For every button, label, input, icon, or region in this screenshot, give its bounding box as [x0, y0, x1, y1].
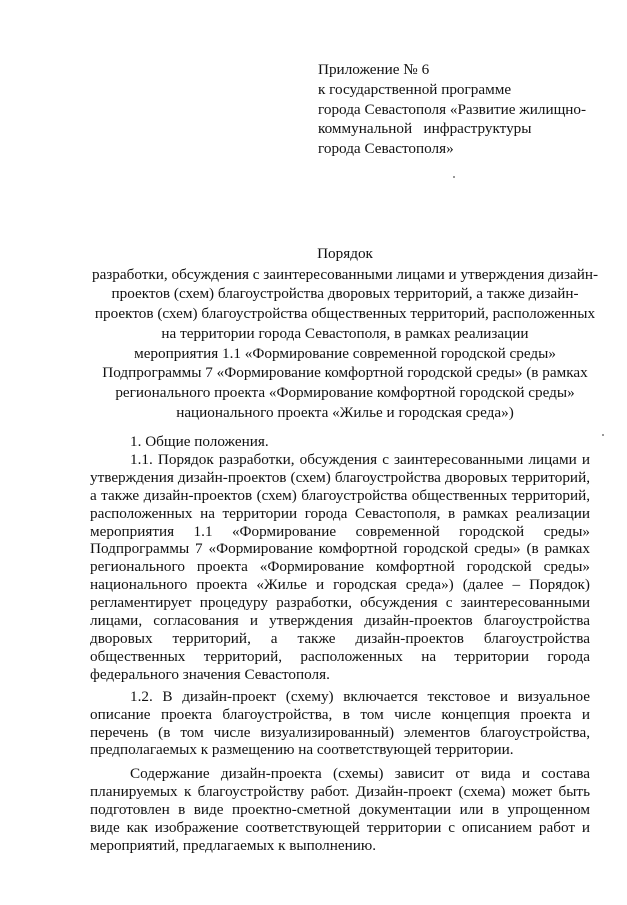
document-title — [80, 244, 610, 422]
paragraph-1-2: 1.2. В дизайн-проект (схему) включается текстовое и визуальное описание проекта благоустройства, в том числе концепция проекта и перечень (в том числе визуализированный) элементов благоустройства, предполагаемых к размещению на соответствующей территории. — [90, 687, 590, 759]
appendix-line: коммунальной инфраструктуры — [318, 120, 532, 138]
title-line: регионального проекта «Формирование комфортной городской среды» — [115, 383, 575, 401]
appendix-line: города Севастополя» — [318, 140, 454, 158]
section-heading: 1. Общие положения. — [130, 433, 269, 450]
scan-speck — [602, 434, 604, 436]
title-line: проектов (схем) благоустройства дворовых территорий, а также дизайн- — [111, 285, 579, 303]
title-line: мероприятия 1.1 «Формирование современной городской среды» — [134, 344, 556, 362]
title-line: разработки, обсуждения с заинтересованными лицами и утверждения дизайн- — [91, 265, 599, 283]
title-line: национального проекта «Жилье и городская среда») — [176, 403, 514, 421]
appendix-header — [318, 60, 608, 159]
title-line: на территории города Севастополя, в рамках реализации — [161, 324, 529, 342]
paragraph-content: Содержание дизайн-проекта (схемы) зависит от вида и состава планируемых к благоустройству работ. Дизайн-проект (схема) может быть подготовлен в виде проектно-сметной документации или в упрощенном виде как изображение соответствующей территории с описанием работ и мероприятий, предлагаемых к выполнению. — [90, 765, 590, 854]
paragraph-1-1: 1.1. Порядок разработки, обсуждения с заинтересованными лицами и утверждения дизайн-проектов (схем) благоустройства дворовых территорий, а также дизайн-проектов (схем) благоустройства общественных территорий, расположенных на территории города Севастополя, в рамках реализации мероприятия 1.1 «Формирование современной городской среды» Подпрограммы 7 «Формирование комфортной городской среды» (в рамках регионального проекта «Формирование комфортной городской среды» национального проекта «Жилье и городская среда») (далее – Порядок) регламентирует процедуру разработки, обсуждения с заинтересованными лицами, согласования и утверждения дизайн-проектов благоустройства дворовых территорий, а также дизайн-проектов благоустройства общественных территорий, расположенных на территории города федерального значения Севастополя. — [90, 450, 590, 683]
scan-speck — [453, 176, 455, 178]
title-line: проектов (схем) благоустройства общественных территорий, расположенных — [94, 305, 596, 323]
appendix-line: к государственной программе — [318, 80, 512, 98]
title-heading: Порядок — [317, 245, 373, 262]
appendix-line: города Севастополя «Развитие жилищно- — [318, 100, 587, 118]
document-body — [90, 433, 590, 855]
appendix-line: Приложение № 6 — [318, 61, 430, 78]
title-line: Подпрограммы 7 «Формирование комфортной городской среды» (в рамках — [102, 364, 588, 382]
